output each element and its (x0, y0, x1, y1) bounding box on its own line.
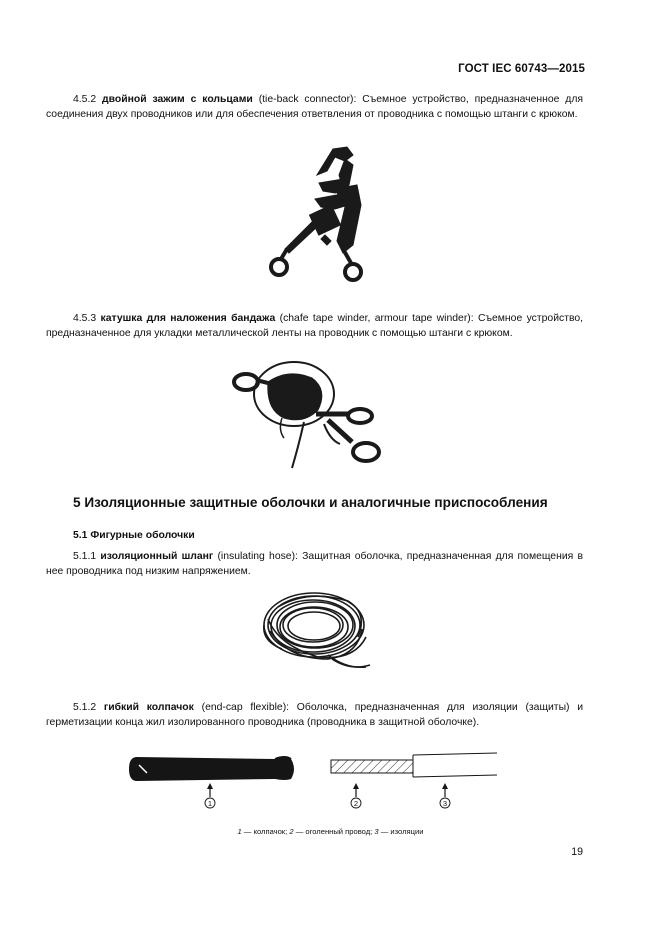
definition: : Съемное устройство, предназначенное для укладки металлической ленты на проводник с помощью штанги с крюком. (46, 313, 584, 339)
callout-label-1: 1 (207, 799, 213, 808)
callout-label-3: 3 (442, 799, 448, 808)
term-english: (insulating hose) (217, 551, 296, 562)
figure-caption (0, 827, 661, 836)
clause-number: 4.5.3 (73, 313, 97, 324)
paragraph-5-1-1 (46, 549, 583, 579)
chapter-heading: 5 Изоляционные защитные оболочки и аналогичные приспособления (73, 495, 548, 510)
callout-label-2: 2 (353, 799, 359, 808)
term-english: (end-cap flexible) (201, 702, 287, 713)
tie-back-connector-figure (265, 145, 375, 285)
end-cap-shape (129, 757, 294, 781)
term: изоляционный шланг (100, 551, 214, 562)
term-english: (tie-back connector) (258, 94, 354, 105)
caption-num-3: 3 (374, 827, 379, 836)
definition: : Оболочка, предназначенная для изоляции (защиты) и герметизации конца жил изолированного проводника (проводника в защитной оболочке). (46, 702, 584, 728)
term: катушка для наложения бандажа (100, 313, 276, 324)
clause-number: 5.1.1 (73, 551, 97, 562)
insulating-hose-figure (258, 585, 373, 673)
paragraph-5-1-2 (46, 700, 583, 730)
page-number: 19 (571, 846, 583, 858)
clause-number: 5.1.2 (73, 702, 97, 713)
bare-wire (331, 760, 413, 773)
caption-text-2: — оголенный провод; (293, 827, 375, 836)
document-header: ГОСТ IEC 60743—2015 (458, 63, 585, 75)
term-english: (chafe tape winder, armour tape winder) (279, 313, 471, 324)
end-cap-figure (125, 745, 505, 815)
caption-text-3: — изоляции (378, 827, 424, 836)
paragraph-4-5-3 (46, 311, 583, 341)
clause-number: 4.5.2 (73, 94, 97, 105)
caption-text-1: — колпачок; (241, 827, 290, 836)
definition: : Съемное устройство, предназначенное для соединения двух проводников или для обеспечения ответвления от проводника с помощью штанги с крюком. (46, 94, 584, 120)
caption-num-1: 1 (237, 827, 242, 836)
chafe-tape-winder-figure (228, 358, 388, 476)
callout-2 (351, 798, 361, 808)
insulation (413, 753, 497, 777)
callout-1 (205, 798, 215, 808)
caption-num-2: 2 (289, 827, 294, 836)
paragraph-4-5-2 (46, 92, 583, 122)
callout-3 (440, 798, 450, 808)
definition: : Защитная оболочка, предназначенная для помещения в нее проводника под низким напряжением. (46, 551, 583, 577)
section-heading: 5.1 Фигурные оболочки (73, 530, 195, 541)
term: гибкий колпачок (103, 702, 194, 713)
term: двойной зажим с кольцами (102, 94, 253, 105)
